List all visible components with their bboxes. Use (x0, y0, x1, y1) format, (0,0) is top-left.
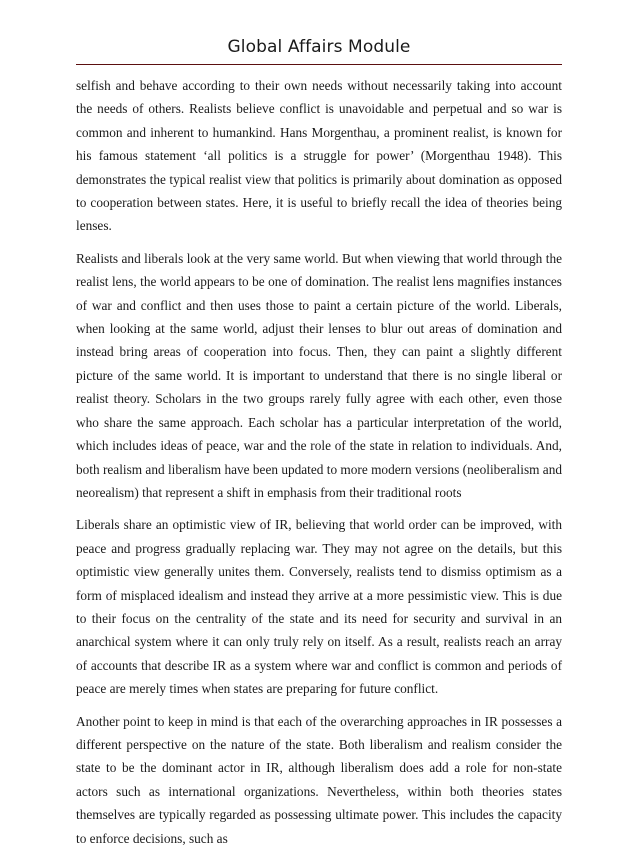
paragraph-1: selfish and behave according to their own needs without necessarily taking into account the needs of others. Realists believe conflict is unavoidable and perpetual and so war is common and inherent to humankind. Hans Morgenthau, a prominent realist, is known for his famous statement ‘all politics is a struggle for power’ (Morgenthau 1948). This demonstrates the typical realist view that politics is primarily about domination as opposed to cooperation between states. Here, it is useful to briefly recall the idea of theories being lenses. (76, 78, 562, 234)
paragraph-3: Liberals share an optimistic view of IR, believing that world order can be improved, with peace and progress gradually replacing war. They may not agree on the details, but this optimistic view generally unites them. Conversely, realists tend to dismiss optimism as a form of misplaced idealism and instead they arrive at a more pessimistic view. This is due to their focus on the centrality of the state and its need for security and survival in an anarchical system where it can only truly rely on itself. As a result, realists reach an array of accounts that describe IR as a system where war and conflict is common and periods of peace are merely times when states are preparing for future conflict. (76, 517, 562, 697)
page-header (76, 36, 562, 65)
paragraph-2: Realists and liberals look at the very same world. But when viewing that world through the realist lens, the world appears to be one of domination. The realist lens magnifies instances of war and conflict and then uses those to paint a certain picture of the world. Liberals, when looking at the same world, adjust their lenses to blur out areas of domination and instead bring areas of cooperation into focus. Then, they can paint a slightly different picture of the same world. It is important to understand that there is no single liberal or realist theory. Scholars in the two groups rarely fully agree with each other, even those who share the same approach. Each scholar has a particular interpretation of the world, which includes ideas of peace, war and the role of the state in relation to individuals. And, both realism and liberalism have been updated to more modern versions (neoliberalism and neorealism) that represent a shift in emphasis from their traditional roots (76, 250, 562, 500)
header-title: Global Affairs Module (227, 37, 411, 57)
header-rule (76, 64, 562, 65)
paragraph-4: Another point to keep in mind is that each of the overarching approaches in IR possesses a different perspective on the nature of the state. Both liberalism and realism consider the state to be the dominant actor in IR, although liberalism does add a role for non-state actors such as international organizations. Nevertheless, within both theories states themselves are typically regarded as possessing ultimate power. This includes the capacity to enforce decisions, such as (76, 713, 562, 846)
body-text (76, 74, 562, 859)
